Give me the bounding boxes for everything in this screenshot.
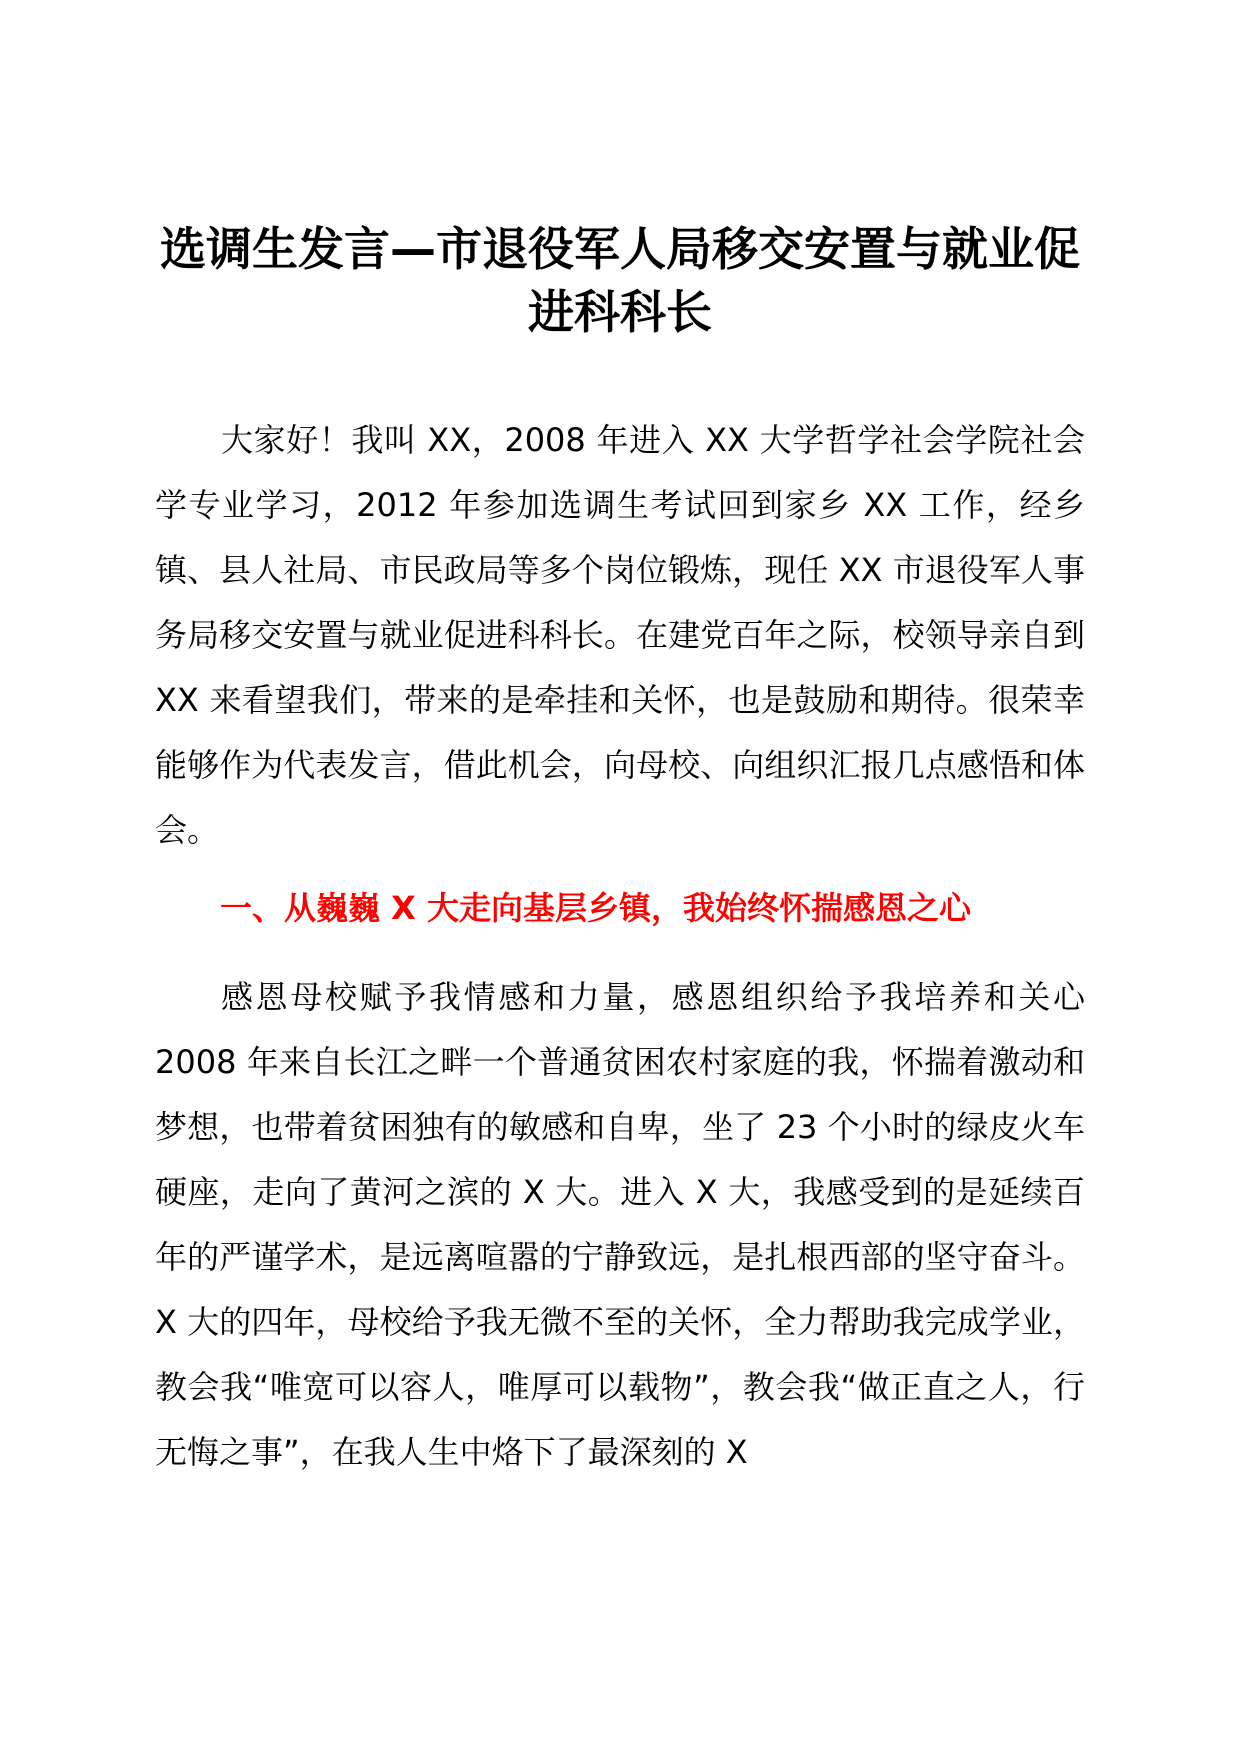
document-title: 选调生发言—市退役军人局移交安置与就业促进科科长 <box>160 222 1080 339</box>
paragraph-gratitude: 感恩母校赋予我情感和力量，感恩组织给予我培养和关心 2008 年来自长江之畔一个普通贫困农村家庭的我，怀揣着激动和梦想，也带着贫困独有的敏感和自卑，坐了 23 个小时的绿皮火车硬座，走向了黄河之滨的 X 大。进入 X 大，我感受到的是延续百年的严谨学术，是远离喧嚣的宁静致远，是扎根西部的坚守奋斗。X 大的四年，母校给予我无微不至的关怀，全力帮助我完成学业，教会我“唯宽可以容人，唯厚可以载物”，教会我“做正直之人，行无悔之事”，在我人生中烙下了最深刻的 X <box>155 978 1085 1471</box>
paragraph-introduction: 大家好！我叫 XX，2008 年进入 XX 大学哲学社会学院社会学专业学习，2012 年参加选调生考试回到家乡 XX 工作，经乡镇、县人社局、市民政局等多个岗位锻炼，现任 XX 市退役军人事务局移交安置与就业促进科科长。在建党百年之际，校领导亲自到 XX 来看望我们，带来的是牵挂和关怀，也是鼓励和期待。很荣幸能够作为代表发言，借此机会，向母校、向组织汇报几点感悟和体会。 <box>155 421 1085 849</box>
section-heading: 一、从巍巍 X 大走向基层乡镇，我始终怀揣感恩之心 <box>220 889 971 927</box>
